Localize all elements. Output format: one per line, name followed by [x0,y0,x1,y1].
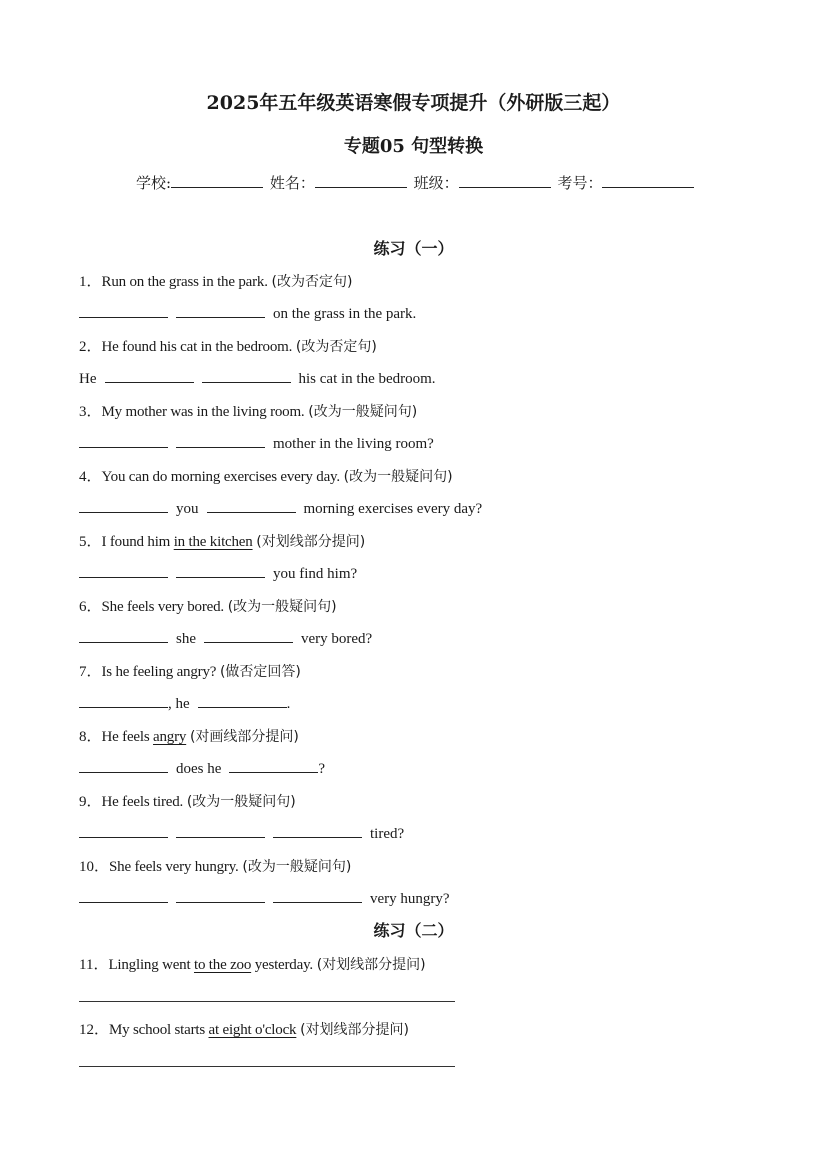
question-number: 9． [79,794,102,810]
question-number: 6． [79,599,102,615]
answer-row-9 [79,823,404,843]
answer-blank[interactable] [176,303,265,318]
answer-text: . [286,696,291,712]
answer-blank[interactable] [198,693,287,708]
question-text: My mother was in the living room. [101,404,305,420]
question-2 [79,335,377,356]
answer-row-6 [79,628,372,648]
question-10 [79,855,351,876]
answer-blank[interactable] [273,888,362,903]
question-instruction: (对画线部分提问) [189,729,299,745]
question-text: Run on the grass in the park. [101,274,268,290]
page-subtitle: 专题05 句型转换 [343,136,484,157]
answer-line-12[interactable] [79,1066,455,1067]
question-number: 8． [79,729,102,745]
answer-blank[interactable] [202,368,291,383]
underlined-part: at eight o'clock [208,1022,297,1038]
answer-text: ? [318,761,326,777]
school-label: 学校: [136,174,172,192]
question-instruction: (对划线部分提问) [256,534,366,550]
answer-row-5 [79,563,357,583]
question-number: 12． [79,1022,110,1038]
question-instruction: (改为一般疑问句) [227,599,337,615]
question-text: I found him [101,534,174,550]
answer-blank[interactable] [176,563,265,578]
question-number: 4． [79,469,102,485]
question-text: He feels [101,729,154,745]
question-4 [79,465,453,486]
question-number: 2． [79,339,102,355]
answer-blank[interactable] [207,498,296,513]
question-instruction: (改为一般疑问句) [186,794,296,810]
answer-blank[interactable] [176,433,265,448]
answer-blank[interactable] [79,628,168,643]
answer-blank[interactable] [79,303,168,318]
answer-blank[interactable] [105,368,194,383]
answer-text: she [176,631,196,647]
answer-text: does he [176,761,222,777]
answer-row-7 [79,693,290,713]
answer-blank[interactable] [176,888,265,903]
question-1 [79,270,352,291]
answer-text: morning exercises every day? [303,501,483,517]
answer-row-8 [79,758,325,778]
question-9 [79,790,296,811]
name-field[interactable] [315,172,407,188]
section-heading-2: 练习（二） [373,921,454,940]
question-instruction: (对划线部分提问) [300,1022,410,1038]
question-text: You can do morning exercises every day. [101,469,340,485]
question-3 [79,400,417,421]
answer-row-3 [79,433,434,453]
answer-text: , he [168,696,190,712]
answer-blank[interactable] [204,628,293,643]
answer-blank[interactable] [79,823,168,838]
name-label: 姓名： [269,174,315,192]
question-instruction: (改为否定句) [271,274,353,290]
answer-row-4 [79,498,482,518]
answer-line-11[interactable] [79,1001,455,1002]
answer-blank[interactable] [79,888,168,903]
answer-blank[interactable] [79,758,168,773]
question-number: 1． [79,274,102,290]
question-7 [79,660,301,681]
question-6 [79,595,337,616]
answer-text: his cat in the bedroom. [298,371,436,387]
question-8 [79,725,299,746]
answer-text: He [79,371,97,387]
question-number: 5． [79,534,102,550]
student-info-row [136,172,696,193]
answer-row-2 [79,368,436,388]
question-number: 11． [79,957,109,973]
question-instruction: (改为一般疑问句) [308,404,418,420]
answer-blank[interactable] [176,823,265,838]
answer-text: mother in the living room? [273,436,434,452]
answer-text: tired? [370,826,405,842]
question-text: My school starts [109,1022,209,1038]
answer-text: on the grass in the park. [273,306,417,322]
question-text: He found his cat in the bedroom. [101,339,293,355]
exam-no-label: 考号： [557,174,603,192]
answer-row-1 [79,303,416,323]
exam-no-field[interactable] [602,172,694,188]
answer-text: you find him? [273,566,358,582]
question-instruction: (改为否定句) [295,339,377,355]
question-12 [79,1018,409,1039]
answer-blank[interactable] [79,693,168,708]
answer-text: very bored? [301,631,373,647]
answer-text: very hungry? [370,891,450,907]
question-text: Lingling went [108,957,194,973]
question-text: She feels very bored. [101,599,224,615]
answer-blank[interactable] [273,823,362,838]
question-number: 7． [79,664,102,680]
underlined-part: angry [153,729,187,745]
answer-blank[interactable] [229,758,318,773]
section-heading-1: 练习（一） [373,239,454,258]
question-5 [79,530,365,551]
class-label: 班级： [413,174,459,192]
school-field[interactable] [171,172,263,188]
question-text: She feels very hungry. [109,859,239,875]
answer-row-10 [79,888,450,908]
page-title: 2025年五年级英语寒假专项提升（外研版三起） [206,92,621,114]
answer-blank[interactable] [79,563,168,578]
question-text: Is he feeling angry? [101,664,217,680]
underlined-part: to the zoo [193,957,252,973]
answer-blank[interactable] [79,498,168,513]
question-instruction: (做否定回答) [219,664,301,680]
question-number: 3． [79,404,102,420]
question-instruction: (对划线部分提问) [316,957,426,973]
question-11 [79,953,426,974]
question-text-tail: yesterday. [251,957,313,973]
answer-text: you [176,501,199,517]
answer-blank[interactable] [79,433,168,448]
question-text: He feels tired. [101,794,184,810]
underlined-part: in the kitchen [173,534,253,550]
question-instruction: (改为一般疑问句) [343,469,453,485]
question-number: 10． [79,859,110,875]
class-field[interactable] [459,172,551,188]
question-instruction: (改为一般疑问句) [242,859,352,875]
